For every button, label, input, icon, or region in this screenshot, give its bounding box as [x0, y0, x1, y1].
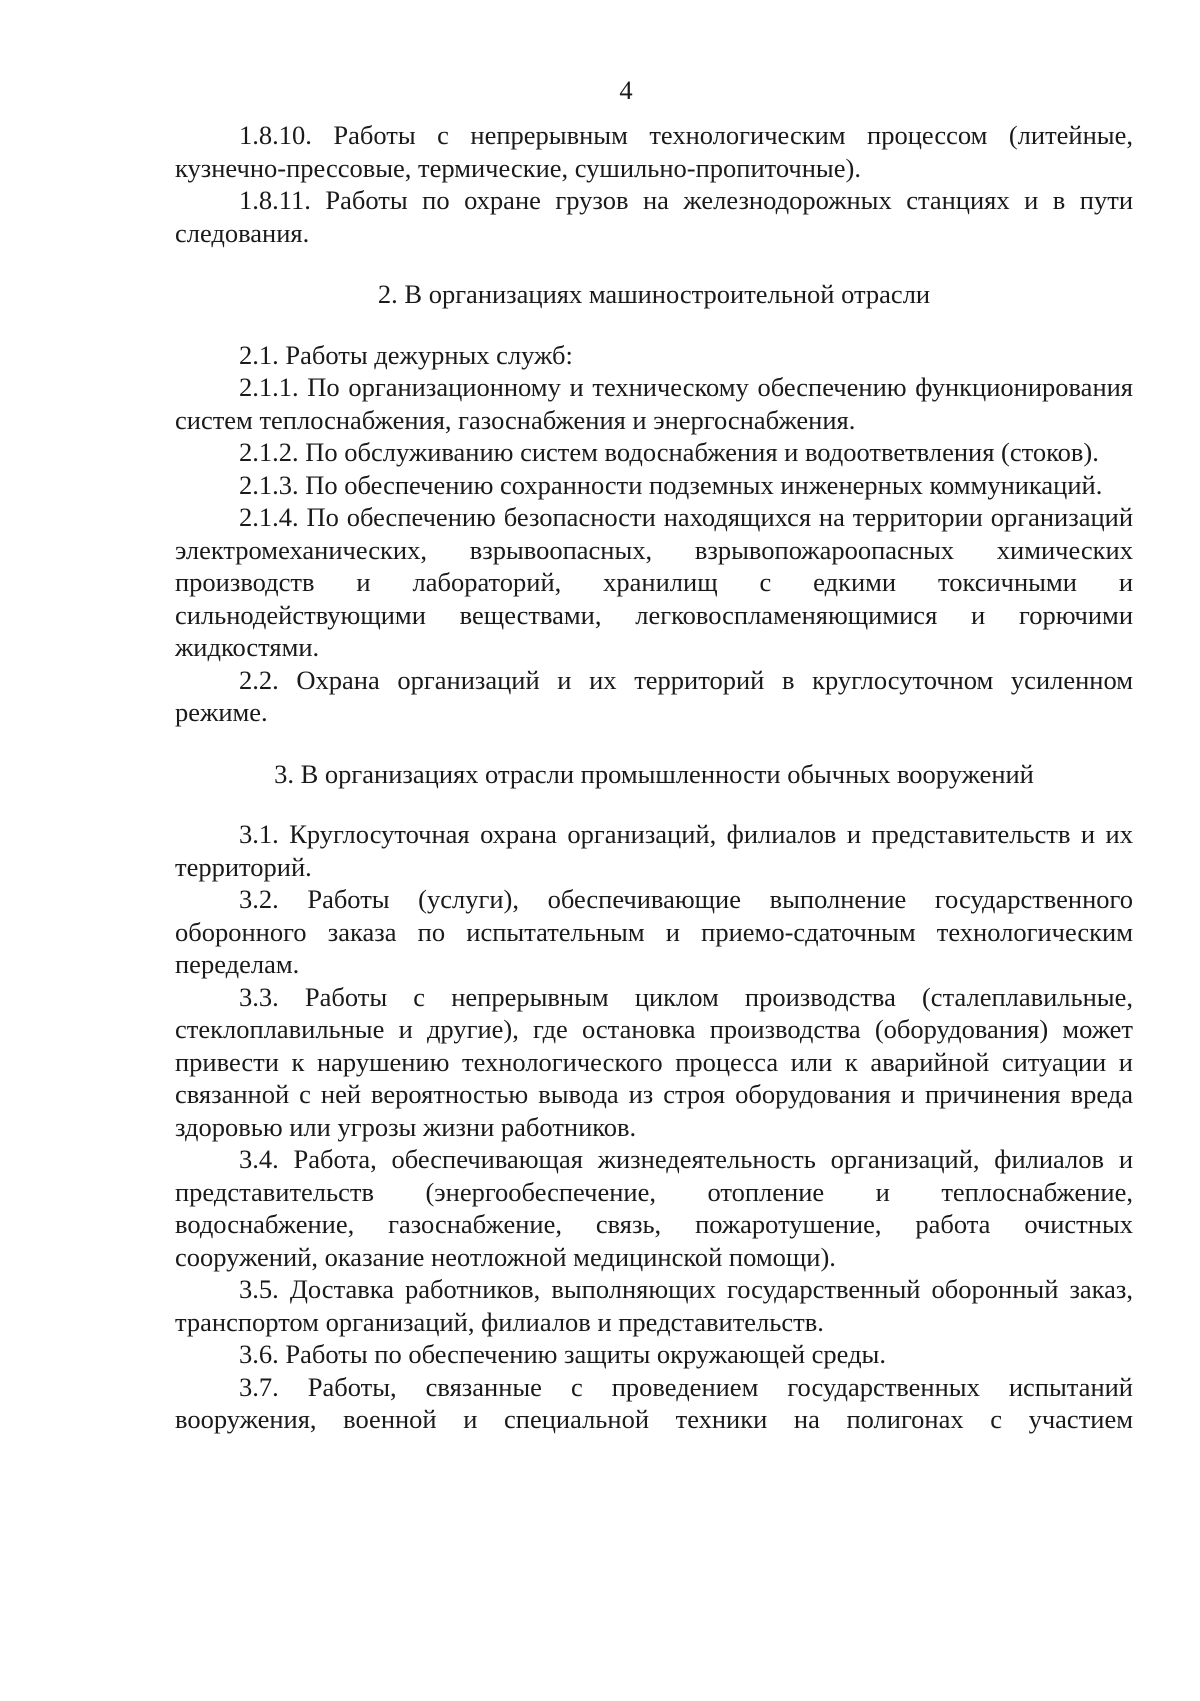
paragraph-2-2: 2.2. Охрана организаций и их территорий в круглосуточном усиленном режиме. — [175, 664, 1133, 727]
paragraph-1-8-10: 1.8.10. Работы с непрерывным технологическим процессом (литейные, кузнечно-прессовые, термические, сушильно-пропиточные). — [175, 120, 1133, 183]
paragraph-3-2: 3.2. Работы (услуги), обеспечивающие выполнение государственного оборонного заказа по испытательным и приемо-сдаточным технологическим переделам. — [175, 884, 1133, 979]
document-body — [175, 119, 1133, 1436]
page-number: 4 — [619, 75, 633, 105]
paragraph-2-1: 2.1. Работы дежурных служб: — [239, 339, 573, 370]
paragraph-3-3: 3.3. Работы с непрерывным циклом производства (сталеплавильные, стеклоплавильные и другие), где остановка производства (оборудования) может привести к нарушению технологического процесса или к аварийной ситуации и связанной с ней вероятностью вывода из строя оборудования и причинения вреда здоровью или угрозы жизни работников. — [175, 981, 1133, 1142]
paragraph-2-1-1: 2.1.1. По организационному и техническому обеспечению функционирования систем теплоснабжения, газоснабжения и энергоснабжения. — [175, 372, 1133, 435]
paragraph-3-1: 3.1. Круглосуточная охрана организаций, филиалов и представительств и их территорий. — [175, 819, 1133, 882]
paragraph-2-1-2: 2.1.2. По обслуживанию систем водоснабжения и водоответвления (стоков). — [239, 437, 1099, 467]
paragraph-2-1-3: 2.1.3. По обеспечению сохранности подземных инженерных коммуникаций. — [239, 469, 1103, 500]
paragraph-3-6: 3.6. Работы по обеспечению защиты окружающей среды. — [239, 1339, 886, 1369]
paragraph-3-4: 3.4. Работа, обеспечивающая жизнедеятельность организаций, филиалов и представительств (энергообеспечение, отопление и теплоснабжение, водоснабжение, газоснабжение, связь, пожаротушение, работа очистных сооружений, оказание неотложной медицинской помощи). — [175, 1144, 1133, 1272]
section-heading-2: 2. В организациях машиностроительной отрасли — [377, 279, 931, 309]
paragraph-1-8-11: 1.8.11. Работы по охране грузов на железнодорожных станциях и в пути следования. — [175, 185, 1133, 248]
section-heading-3: 3. В организациях отрасли промышленности обычных вооружений — [274, 758, 1034, 789]
paragraph-2-1-4: 2.1.4. По обеспечению безопасности находящихся на территории организаций электромеханических, взрывоопасных, взрывопожароопасных химических производств и лабораторий, хранилищ с едкими токсичными и сильнодействующими веществами, легковоспламеняющимися и горючими жидкостями. — [175, 502, 1133, 662]
paragraph-3-5: 3.5. Доставка работников, выполняющих государственный оборонный заказ, транспортом организаций, филиалов и представительств. — [175, 1274, 1133, 1337]
paragraph-3-7: 3.7. Работы, связанные с проведением государственных испытаний вооружения, военной и специальной техники на полигонах с участием — [175, 1371, 1133, 1434]
